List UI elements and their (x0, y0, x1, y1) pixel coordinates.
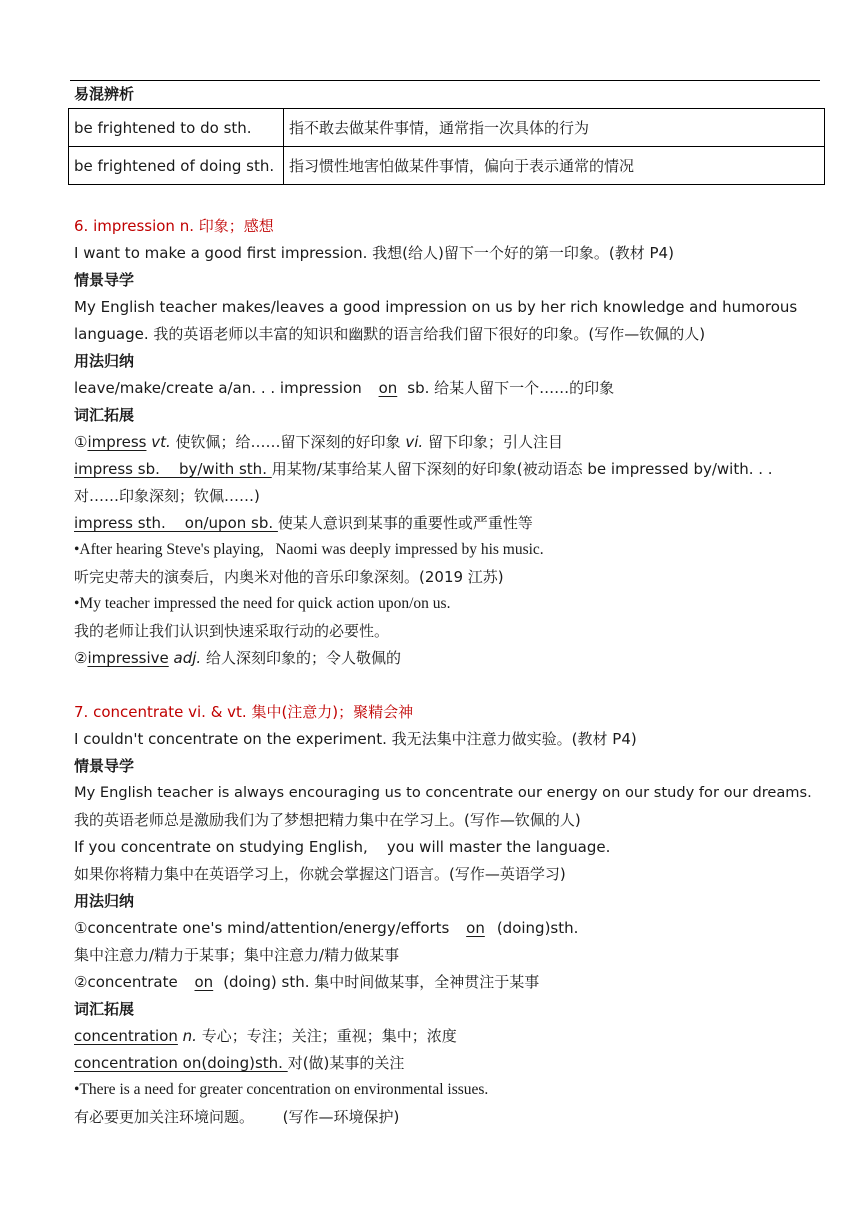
usage-text: (doing)sth. (496, 919, 579, 937)
usage-1-line (74, 918, 578, 938)
section-6-usage-line (74, 378, 614, 398)
section-7-vocab-heading: 词汇拓展 (74, 1000, 135, 1018)
answer-blank: on (378, 379, 398, 397)
section-7-usage-heading: 用法归纳 (74, 892, 135, 910)
usage-text: (doing) sth. 集中时间做某事，全神贯注于某事 (223, 973, 540, 991)
definition: 留下印象；引人注目 (427, 433, 563, 451)
example-en: •There is a need for greater concentration on environmental issues. (74, 1081, 489, 1098)
part-of-speech: n. (182, 1027, 197, 1045)
phrase-2-line (74, 513, 533, 533)
example-en: •My teacher impressed the need for quick action upon/on us. (74, 595, 451, 612)
section-6-title: 6. impression n. 印象；感想 (74, 217, 274, 235)
table-cell-term: be frightened of doing sth. (69, 147, 284, 185)
confusion-table (68, 108, 825, 185)
section-7-situation-line-1: My English teacher is always encouraging us to concentrate our energy on our study for our dreams. (74, 784, 812, 801)
phrase-meaning: 使某人意识到某事的重要性或严重性等 (277, 514, 533, 532)
definition: 给人深刻印象的；令人敬佩的 (205, 649, 401, 667)
section-7-title: 7. concentrate vi. & vt. 集中(注意力)；聚精会神 (74, 703, 414, 721)
table-row (69, 109, 825, 147)
section-6-situation-line-1: My English teacher makes/leaves a good impression on us by her rich knowledge and humorous (74, 298, 798, 316)
table-cell-meaning: 指不敢去做某件事情，通常指一次具体的行为 (284, 109, 825, 147)
definition: 专心；专注；关注；重视；集中；浓度 (201, 1027, 457, 1045)
part-of-speech: vt. (151, 433, 171, 451)
section-6-usage-heading: 用法归纳 (74, 352, 135, 370)
example-en: •After hearing Steve's playing, Naomi was deeply impressed by his music. (74, 541, 544, 558)
example-cn: 听完史蒂夫的演奏后，内奥米对他的音乐印象深刻。(2019 江苏) (74, 568, 504, 586)
phrase-meaning: 对(做)某事的关注 (287, 1054, 405, 1072)
table-cell-term: be frightened to do sth. (69, 109, 284, 147)
headword: impress (87, 433, 147, 451)
usage-1-meaning: 集中注意力/精力于某事；集中注意力/精力做某事 (74, 946, 400, 964)
table-row (69, 147, 825, 185)
concentration-entry (74, 1026, 457, 1046)
phrase-1-line (74, 459, 773, 479)
phrase: impress sb. by/with sth. (74, 460, 272, 478)
item-number: ① (74, 433, 88, 451)
section-7-situation-heading: 情景导学 (74, 757, 135, 775)
part-of-speech: adj. (173, 649, 202, 667)
usage-text: leave/make/create a/an. . . impression (74, 379, 362, 397)
item-number: ② (74, 649, 88, 667)
definition: 使钦佩；给……留下深刻的好印象 (175, 433, 401, 451)
answer-blank: on (466, 919, 485, 937)
section-7-situation-line-4: 如果你将精力集中在英语学习上，你就会掌握这门语言。(写作—英语学习) (74, 865, 566, 883)
table-cell-meaning: 指习惯性地害怕做某件事情，偏向于表示通常的情况 (284, 147, 825, 185)
usage-2-line (74, 972, 539, 992)
section-6-situation-line-2: language. 我的英语老师以丰富的知识和幽默的语言给我们留下很好的印象。(写作—钦佩的人) (74, 325, 706, 343)
section-7-example: I couldn't concentrate on the experiment. 我无法集中注意力做实验。(教材 P4) (74, 730, 637, 748)
usage-text: ②concentrate (74, 973, 178, 991)
section-6-situation-heading: 情景导学 (74, 271, 135, 289)
headword: impressive (87, 649, 169, 667)
top-rule (70, 80, 820, 81)
section-7-situation-line-2: 我的英语老师总是激励我们为了梦想把精力集中在学习上。(写作—钦佩的人) (74, 811, 581, 829)
concentration-phrase-line (74, 1053, 404, 1073)
impressive-entry (74, 648, 401, 668)
answer-blank: on (194, 973, 214, 991)
phrase: concentration on(doing)sth. (74, 1054, 288, 1072)
impress-entry (74, 432, 563, 452)
phrase: impress sth. on/upon sb. (74, 514, 278, 532)
usage-text: sb. 给某人留下一个……的印象 (407, 379, 615, 397)
part-of-speech: vi. (405, 433, 424, 451)
section-6-example: I want to make a good first impression. 我想(给人)留下一个好的第一印象。(教材 P4) (74, 244, 674, 262)
example-cn: 我的老师让我们认识到快速采取行动的必要性。 (74, 622, 390, 640)
phrase-1-meaning-cont: 对……印象深刻；钦佩……) (74, 487, 260, 505)
section-6-vocab-heading: 词汇拓展 (74, 406, 135, 424)
example-cn: 有必要更加关注环境问题。 (写作—环境保护) (74, 1108, 400, 1126)
section-7-situation-line-3: If you concentrate on studying English, you will master the language. (74, 838, 611, 856)
usage-text: ①concentrate one's mind/attention/energy/efforts (74, 919, 450, 937)
headword: concentration (74, 1027, 178, 1045)
phrase-meaning: 用某物/某事给某人留下深刻的好印象(被动语态 be impressed by/with. . . (271, 460, 773, 478)
confusion-heading: 易混辨析 (74, 85, 135, 103)
